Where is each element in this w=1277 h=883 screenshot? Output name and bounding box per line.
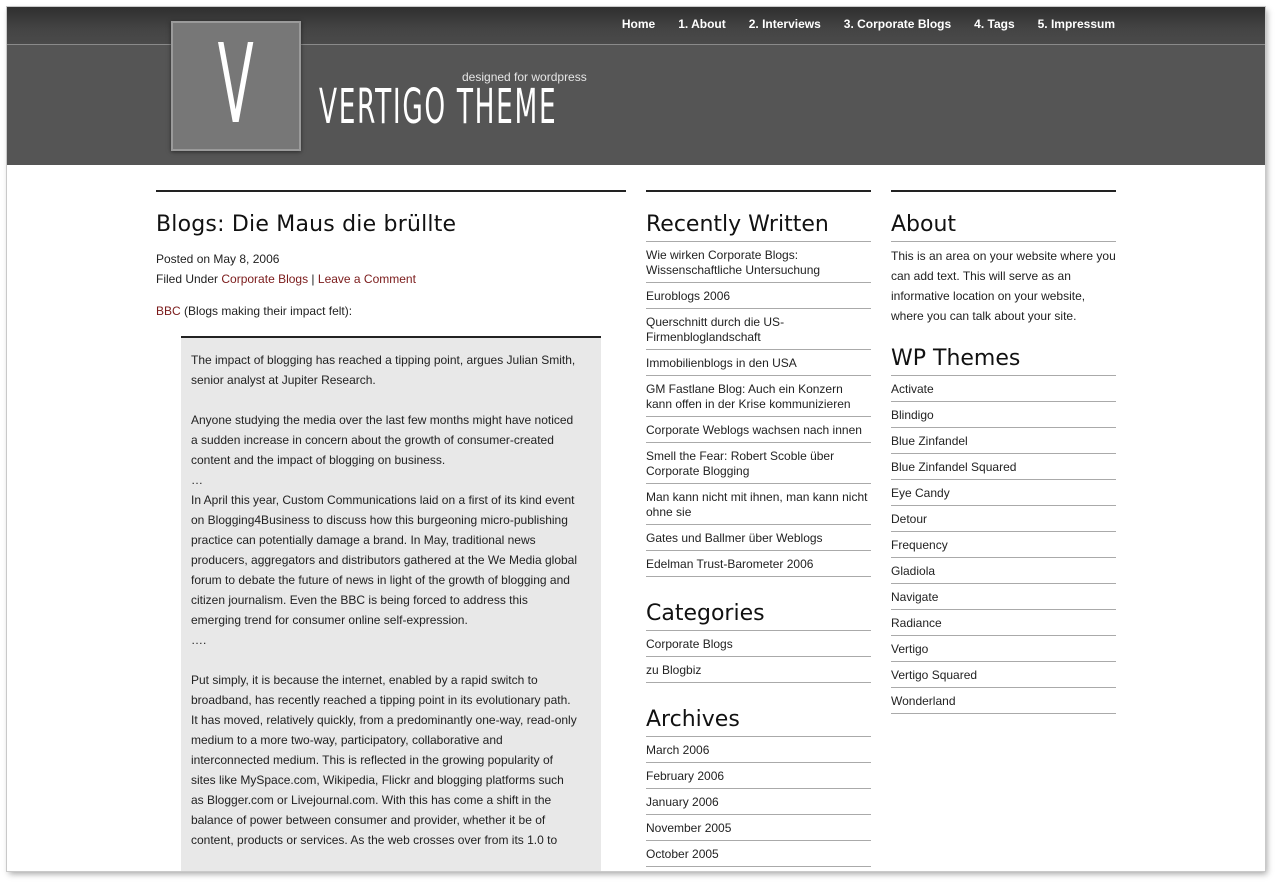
nav-item-corporate-blogs [844,15,951,33]
quote-paragraph: In April this year, Custom Communications laid on a first of its kind event on Blogging4Business to discuss how this burgeoning micro-publishing practice can potentially damage a brand. In May, traditional news producers, aggregators and distributors gathered at the We Media global forum to debate the future of news in light of the growth of blogging and citizen journalism. Even the BBC is being forced to address this emerging trend for consumer online self-expression. [191,493,578,627]
wp-themes-title: WP Themes [891,346,1116,376]
site-tagline: designed for wordpress [462,70,587,84]
paragraph-gap [191,390,579,410]
about-title: About [891,212,1116,242]
nav-link-home[interactable]: Home [621,17,656,31]
recent-post-item[interactable]: Wie wirken Corporate Blogs: Wissenschaftliche Untersuchung [646,242,871,283]
post-date: Posted on May 8, 2006 [156,252,280,266]
category-item[interactable]: Corporate Blogs [646,631,871,657]
recent-post-item[interactable]: Querschnitt durch die US-Firmenbloglandschaft [646,309,871,350]
archive-item[interactable]: February 2006 [646,763,871,789]
recent-post-item[interactable]: Man kann nicht mit ihnen, man kann nicht ohne sie [646,484,871,525]
quote-ellipsis: …. [191,633,207,647]
post-intro [156,304,626,318]
theme-item[interactable]: Blindigo [891,402,1116,428]
recent-posts-list [646,242,871,577]
categories-list [646,631,871,683]
theme-item[interactable]: Detour [891,506,1116,532]
about-text: This is an area on your website where you can add text. This will serve as an informative location on your website, where you can talk about your site. [891,249,1116,323]
quote-paragraph: Put simply, it is because the internet, enabled by a rapid switch to broadband, has recently reached a tipping point in its evolutionary path. It has moved, relatively quickly, from a predominantly one-way, read-only medium to a more two-way, participatory, collaborative and interconnected medium. This is reflected in the growing popularity of sites like MySpace.com, Wikipedia, Flickr and blogging platforms such as Blogger.com or Livejournal.com. With this has come a shift in the balance of power between consumer and provider, whether it be of content, products or services. As the web crosses over from its 1.0 to [191,673,577,847]
sidebar [646,190,871,871]
wp-themes-list [891,376,1116,714]
paragraph-gap [191,650,579,670]
post-meta [156,249,626,289]
archive-item[interactable]: November 2005 [646,815,871,841]
meta-separator: | [308,272,318,286]
logo-letter: V [217,20,255,148]
filed-under-label: Filed Under [156,272,222,286]
site-logo[interactable] [171,21,301,151]
nav-link-about[interactable]: 1. About [678,17,726,31]
category-link[interactable]: Corporate Blogs [221,272,309,286]
recent-post-item[interactable]: Euroblogs 2006 [646,283,871,309]
right-sidebar [891,190,1116,738]
quote-ellipsis: … [191,473,203,487]
archives-title: Archives [646,707,871,737]
nav-item-tags [974,15,1014,33]
main-nav [599,15,1115,33]
theme-item[interactable]: Navigate [891,584,1116,610]
theme-item[interactable]: Vertigo Squared [891,662,1116,688]
recent-posts-title: Recently Written [646,212,871,242]
recent-post-item[interactable]: Immobilienblogs in den USA [646,350,871,376]
site-header [7,7,1265,165]
category-item[interactable]: zu Blogbiz [646,657,871,683]
archive-item[interactable]: October 2005 [646,841,871,867]
theme-item[interactable]: Activate [891,376,1116,402]
recent-post-item[interactable]: Corporate Weblogs wachsen nach innen [646,417,871,443]
theme-item[interactable]: Wonderland [891,688,1116,714]
nav-item-interviews [749,15,821,33]
nav-link-tags[interactable]: 4. Tags [974,17,1015,31]
recent-post-item[interactable]: GM Fastlane Blog: Auch ein Konzern kann offen in der Krise kommunizieren [646,376,871,417]
archive-item[interactable]: March 2006 [646,737,871,763]
post-filed [156,269,626,289]
nav-link-impressum[interactable]: 5. Impressum [1037,17,1115,31]
theme-item[interactable]: Frequency [891,532,1116,558]
column-divider [891,190,1116,192]
theme-item[interactable]: Blue Zinfandel [891,428,1116,454]
main-content [156,190,626,871]
nav-link-corporate-blogs[interactable]: 3. Corporate Blogs [843,17,952,31]
archive-item[interactable]: January 2006 [646,789,871,815]
nav-item-home [622,15,655,33]
theme-item[interactable]: Vertigo [891,636,1116,662]
categories-title: Categories [646,601,871,631]
nav-item-about [678,15,726,33]
post-title[interactable]: Blogs: Die Maus die brüllte [156,212,457,237]
leave-comment-link[interactable]: Leave a Comment [317,272,416,286]
recent-post-item[interactable]: Edelman Trust-Barometer 2006 [646,551,871,577]
browser-page [7,7,1265,871]
theme-item[interactable]: Gladiola [891,558,1116,584]
nav-link-interviews[interactable]: 2. Interviews [748,17,821,31]
column-divider [156,190,626,192]
site-title[interactable]: VERTIGO THEME [319,79,558,135]
archives-list [646,737,871,867]
column-divider [646,190,871,192]
quote-paragraph: Anyone studying the media over the last few months might have noticed a sudden increase in concern about the growth of consumer-created content and the impact of blogging on business. [191,413,574,467]
theme-item[interactable]: Eye Candy [891,480,1116,506]
nav-item-impressum [1038,15,1115,33]
bbc-link[interactable]: BBC [156,304,181,318]
quote-paragraph: The impact of blogging has reached a tipping point, argues Julian Smith, senior analyst at Jupiter Research. [191,353,576,387]
theme-item[interactable]: Radiance [891,610,1116,636]
recent-post-item[interactable]: Smell the Fear: Robert Scoble über Corporate Blogging [646,443,871,484]
intro-text: (Blogs making their impact felt): [180,304,353,318]
recent-post-item[interactable]: Gates und Ballmer über Weblogs [646,525,871,551]
theme-item[interactable]: Blue Zinfandel Squared [891,454,1116,480]
post-blockquote [181,336,601,871]
